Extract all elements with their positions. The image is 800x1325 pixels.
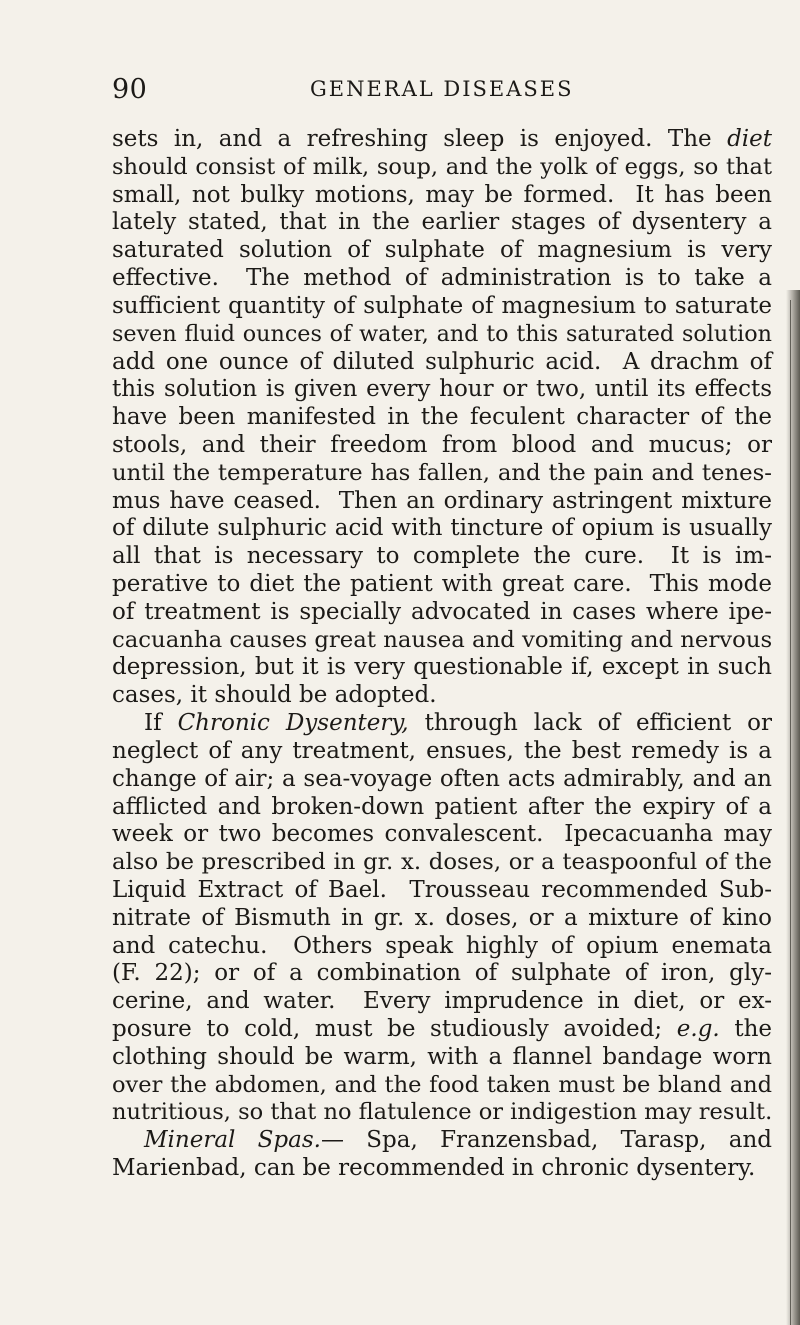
text-line: nutritious, so that no flatulence or indigestion may result. (112, 1099, 773, 1126)
body-text (112, 126, 772, 1183)
text-line: should consist of milk, soup, and the yolk of eggs, so that (112, 153, 772, 180)
text-line: effective. The method of administration is to take a (112, 265, 772, 292)
text-line: cacuanha causes great nausea and vomiting and nervous (112, 626, 773, 653)
text-line: cerine, and water. Every imprudence in diet, or ex- (112, 988, 772, 1015)
text-line: lately stated, that in the earlier stages of dysentery a (112, 209, 772, 236)
running-head: GENERAL DISEASES (310, 77, 574, 101)
text-line: of dilute sulphuric acid with tincture of opium is usually (112, 515, 772, 542)
text-line: cases, it should be adopted. (112, 682, 437, 709)
text-line: all that is necessary to complete the cure. It is im- (112, 543, 772, 570)
text-line: Liquid Extract of Bael. Trousseau recommended Sub- (112, 876, 772, 903)
page-number: 90 (112, 74, 148, 105)
text-line: this solution is given every hour or two, until its effects (112, 376, 772, 403)
text-line: change of air; a sea-voyage often acts admirably, and an (112, 765, 772, 792)
page-header (112, 74, 772, 106)
text-line: clothing should be warm, with a flannel bandage worn (112, 1043, 772, 1070)
text-line: add one ounce of diluted sulphuric acid. A drachm of (112, 348, 772, 375)
text-line: have been manifested in the feculent character of the (112, 404, 772, 431)
text-line: sufficient quantity of sulphate of magnesium to saturate (112, 292, 772, 319)
text-line: saturated solution of sulphate of magnesium is very (112, 237, 772, 264)
paragraph-start: Mineral Spas.— Spa, Franzensbad, Tarasp, and (144, 1127, 773, 1154)
text-line: nitrate of Bismuth in gr. x. doses, or a mixture of kino (112, 904, 772, 931)
text-line: mus have ceased. Then an ordinary astringent mixture (112, 487, 772, 514)
text-line: seven fluid ounces of water, and to this saturated solution (112, 320, 772, 347)
text-line: week or two becomes convalescent. Ipecacuanha may (112, 821, 772, 848)
text-line: also be prescribed in gr. x. doses, or a teaspoonful of the (112, 849, 772, 876)
text-line: stools, and their freedom from blood and mucus; or (112, 431, 772, 458)
text-line: of treatment is specially advocated in cases where ipe- (112, 598, 772, 625)
text-line: and catechu. Others speak highly of opium enemata (112, 932, 772, 959)
text-line: over the abdomen, and the food taken must be bland and (112, 1071, 772, 1098)
text-line: afflicted and broken-down patient after the expiry of a (112, 793, 772, 820)
page-edge-shadow (786, 290, 800, 1325)
text-line: sets in, and a refreshing sleep is enjoyed. The diet (112, 126, 772, 152)
text-line: neglect of any treatment, ensues, the best remedy is a (112, 737, 772, 764)
paragraph-start: If Chronic Dysentery, through lack of efficient or (144, 710, 772, 737)
text-line: until the temperature has fallen, and the pain and tenes- (112, 459, 772, 486)
text-line: depression, but it is very questionable if, except in such (112, 654, 772, 681)
text-line: Marienbad, can be recommended in chronic dysentery. (112, 1155, 756, 1182)
page-edge-line (790, 300, 791, 1325)
text-line: posure to cold, must be studiously avoided; e.g. the (112, 1016, 773, 1042)
text-line: perative to diet the patient with great care. This mode (112, 571, 772, 597)
text-line: small, not bulky motions, may be formed. It has been (112, 181, 772, 208)
text-line: (F. 22); or of a combination of sulphate of iron, gly- (112, 960, 772, 987)
